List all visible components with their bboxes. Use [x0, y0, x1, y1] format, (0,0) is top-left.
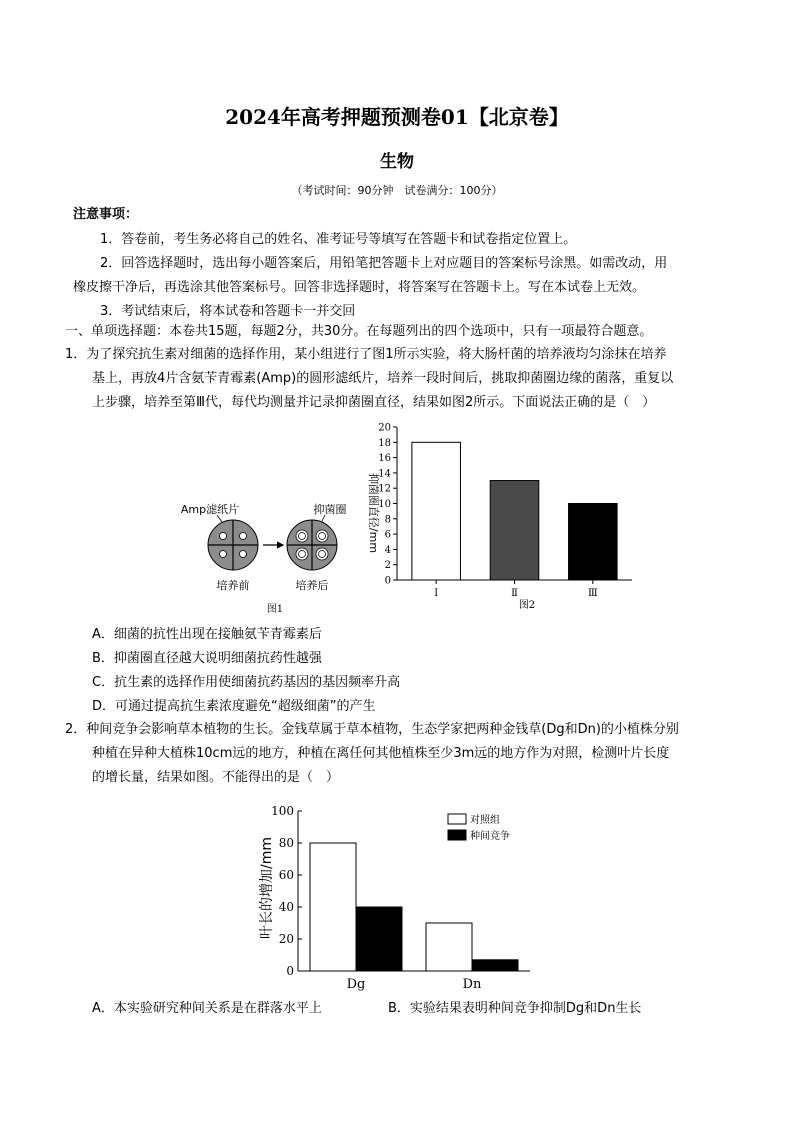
y-tick-label: 16 — [378, 453, 391, 465]
y-tick-label: 6 — [384, 529, 391, 541]
before-label: 培养前 — [216, 579, 250, 592]
notes-heading: 注意事项： — [73, 207, 139, 222]
bar — [490, 481, 539, 580]
petri-dish-before — [208, 520, 258, 570]
question-1-text: 上步骤，培养至第Ⅲ代，每代均测量并记录抑菌圈直径，结果如图2所示。下面说法正确的是（ ） — [92, 395, 656, 410]
after-label: 培养后 — [295, 579, 329, 592]
option-c: C．抗生素的选择作用使细菌抗药基因的基因频率升高 — [92, 675, 401, 690]
bar — [426, 923, 472, 971]
y-tick-label: 14 — [378, 468, 391, 480]
x-tick-label: Dg — [346, 977, 366, 992]
page-title: 2024年高考押题预测卷01【北京卷】 — [225, 105, 569, 129]
option-b: B．实验结果表明种间竞争抑制Dg和Dn生长 — [388, 1001, 642, 1016]
note-item: 3．考试结束后，将本试卷和答题卡一并交回 — [100, 304, 356, 319]
y-tick-label: 100 — [271, 804, 294, 818]
y-tick-label: 20 — [378, 422, 391, 434]
y-tick-label: 2 — [384, 560, 391, 572]
y-tick-label: 20 — [278, 932, 294, 946]
legend-swatch-control — [448, 814, 466, 824]
chart-title: 图2 — [518, 600, 536, 611]
question-2-text: 的增长量，结果如图。不能得出的是（ ） — [92, 770, 340, 785]
subject-title: 生物 — [380, 152, 414, 172]
option-b: B．抑菌圈直径越大说明细菌抗药性越强 — [92, 651, 322, 666]
y-tick-label: 18 — [378, 437, 391, 449]
chart-legend — [448, 813, 510, 842]
petri-dish-after — [287, 520, 337, 570]
x-tick-label: Ⅰ — [434, 588, 439, 599]
figure-1 — [175, 495, 375, 620]
legend-label-competition: 种间竞争 — [470, 831, 510, 842]
y-tick-label: 0 — [384, 575, 391, 587]
y-axis-label: 抑菌圈直径/mm — [367, 472, 380, 554]
note-item: 橡皮擦干净后，再选涂其他答案标号。回答非选择题时，将答案写在答题卡上。写在本试卷上无效。 — [73, 280, 646, 295]
option-a: A．本实验研究种间关系是在群落水平上 — [92, 1001, 322, 1016]
bar — [472, 960, 518, 971]
y-tick-label: 40 — [278, 900, 294, 914]
figure-1-caption: 图1 — [266, 604, 284, 615]
y-tick-label: 80 — [278, 836, 294, 850]
option-d: D．可通过提高抗生素浓度避免“超级细菌”的产生 — [92, 699, 376, 714]
section-heading: 一、单项选择题：本卷共15题，每题2分，共30分。在每题列出的四个选项中，只有一项最符合题意。 — [65, 324, 653, 339]
y-axis-label: 叶长的增加/mm — [259, 837, 275, 939]
inhibition-zone-label: 抑菌圈 — [313, 503, 347, 516]
note-item: 1．答卷前，考生务必将自己的姓名、准考证号等填写在答题卡和试卷指定位置上。 — [100, 232, 577, 247]
y-tick-label: 4 — [384, 544, 391, 556]
legend-label-control: 对照组 — [470, 815, 500, 826]
x-tick-label: Dn — [462, 977, 482, 992]
amp-disc-label: Amp滤纸片 — [180, 503, 240, 516]
question-1-text: 1．为了探究抗生素对细菌的选择作用，某小组进行了图1所示实验，将大肠杆菌的培养液均匀涂抹在培养 — [65, 347, 667, 362]
y-tick-label: 10 — [378, 499, 391, 510]
y-tick-label: 60 — [278, 868, 294, 882]
question-2-text: 2．种间竞争会影响草本植物的生长。金钱草属于草本植物，生态学家把两种金钱草(Dg和Dn)的小植株分别 — [65, 722, 679, 737]
bar — [310, 843, 356, 971]
y-tick-label: 12 — [378, 483, 391, 495]
y-tick-label: 0 — [286, 964, 294, 978]
note-item: 2．回答选择题时，选出每小题答案后，用铅笔把答题卡上对应题目的答案标号涂黑。如需改动，用 — [100, 256, 668, 271]
legend-swatch-competition — [448, 830, 466, 840]
bar — [356, 907, 402, 971]
figure-2-chart — [360, 418, 640, 616]
figure-3-chart — [255, 795, 540, 995]
bar — [569, 504, 618, 581]
option-a: A．细菌的抗性出现在接触氨苄青霉素后 — [92, 627, 322, 642]
question-1-text: 基上，再放4片含氨苄青霉素(Amp)的圆形滤纸片，培养一段时间后，挑取抑菌圈边缘的菌落，重复以 — [92, 371, 674, 386]
y-tick-label: 8 — [384, 514, 391, 526]
question-2-text: 种植在异种大植株10cm远的地方，种植在离任何其他植株至少3m远的地方作为对照，检测叶片长度 — [92, 746, 670, 761]
x-tick-label: Ⅱ — [511, 588, 518, 599]
x-tick-label: Ⅲ — [588, 588, 598, 599]
exam-info: （考试时间：90分钟 试卷满分：100分） — [291, 184, 503, 197]
bar — [412, 442, 461, 580]
